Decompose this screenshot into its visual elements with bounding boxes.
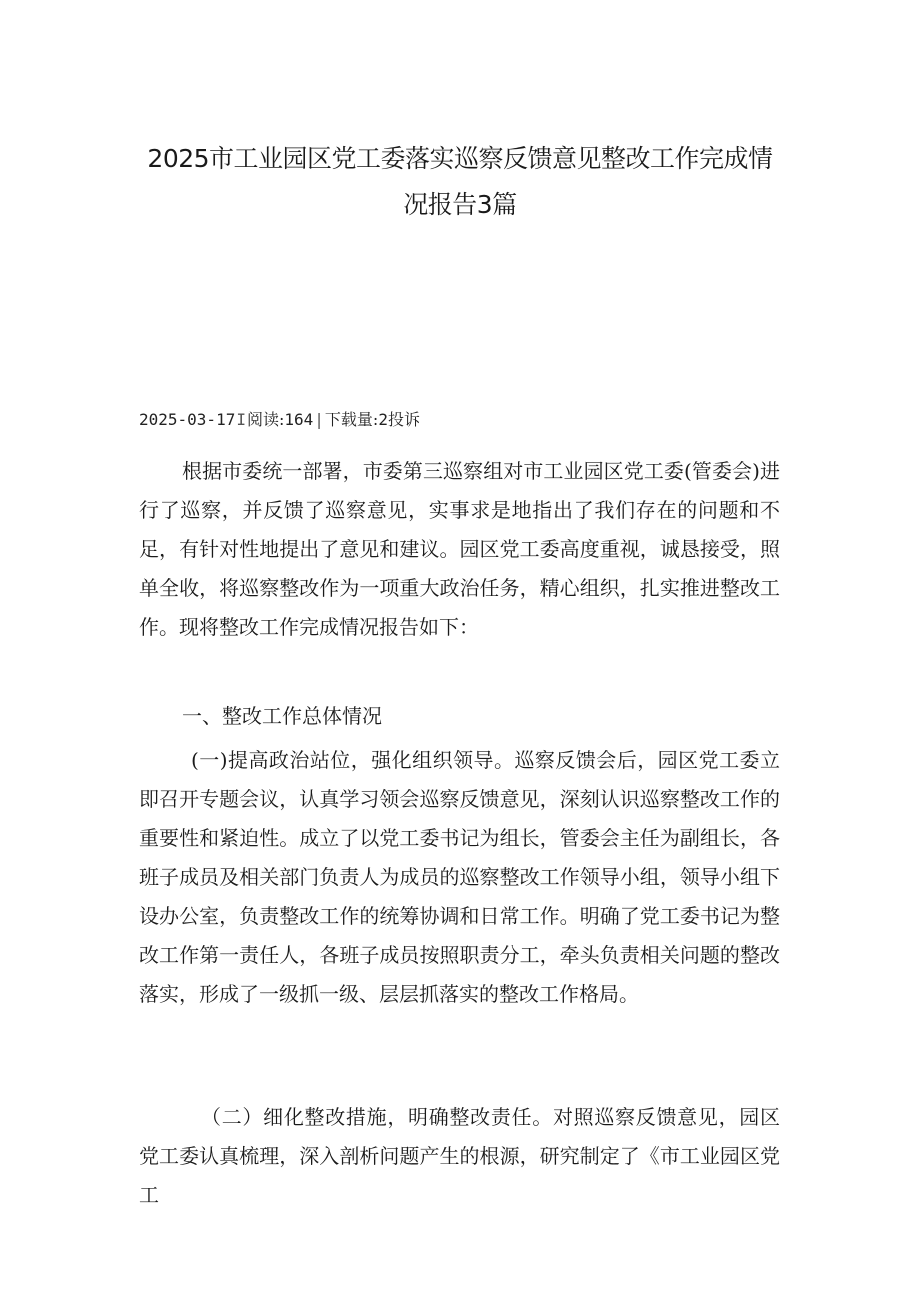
download-label: 下载量:	[324, 410, 379, 429]
read-label: 阅读:	[246, 410, 285, 429]
complain-link[interactable]: 投诉	[387, 410, 420, 429]
paragraph-subsection-1: (一)提高政治站位，强化组织领导。巡察反馈会后，园区党工委立即召开专题会议，认真学习领会巡察反馈意见，深刻认识巡察整改工作的重要性和紧迫性。成立了以党工委书记为组长，管委会主任为副组长，各班子成员及相关部门负责人为成员的巡察整改工作领导小组，领导小组下设办公室，负责整改工作的统筹协调和日常工作。明确了党工委书记为整改工作第一责任人，各班子成员按照职责分工，牵头负责相关问题的整改落实，形成了一级抓一级、层层抓落实的整改工作格局。	[139, 748, 780, 1006]
meta-separator: I	[236, 410, 246, 429]
section-heading-1: 一、整改工作总体情况	[182, 704, 382, 728]
paragraph-subsection-2: （二）细化整改措施，明确整改责任。对照巡察反馈意见，园区党工委认真梳理，深入剖析问题产生的根源，研究制定了《市工业园区党工	[139, 1105, 780, 1207]
document-title-line-1: 2025市工业园区党工委落实巡察反馈意见整改工作完成情	[147, 144, 773, 173]
publish-date: 2025-03-17	[139, 410, 236, 429]
meta-separator: |	[314, 410, 324, 429]
document-meta	[139, 408, 420, 432]
document-title-line-2: 况报告3篇	[403, 190, 517, 219]
download-count: 2	[378, 410, 388, 429]
read-count: 164	[284, 410, 314, 429]
paragraph-intro: 根据市委统一部署，市委第三巡察组对市工业园区党工委(管委会)进行了巡察，并反馈了巡察意见，实事求是地指出了我们存在的问题和不足，有针对性地提出了意见和建议。园区党工委高度重视，诚恳接受，照单全收，将巡察整改作为一项重大政治任务，精心组织，扎实推进整改工作。现将整改工作完成情况报告如下：	[139, 459, 780, 639]
